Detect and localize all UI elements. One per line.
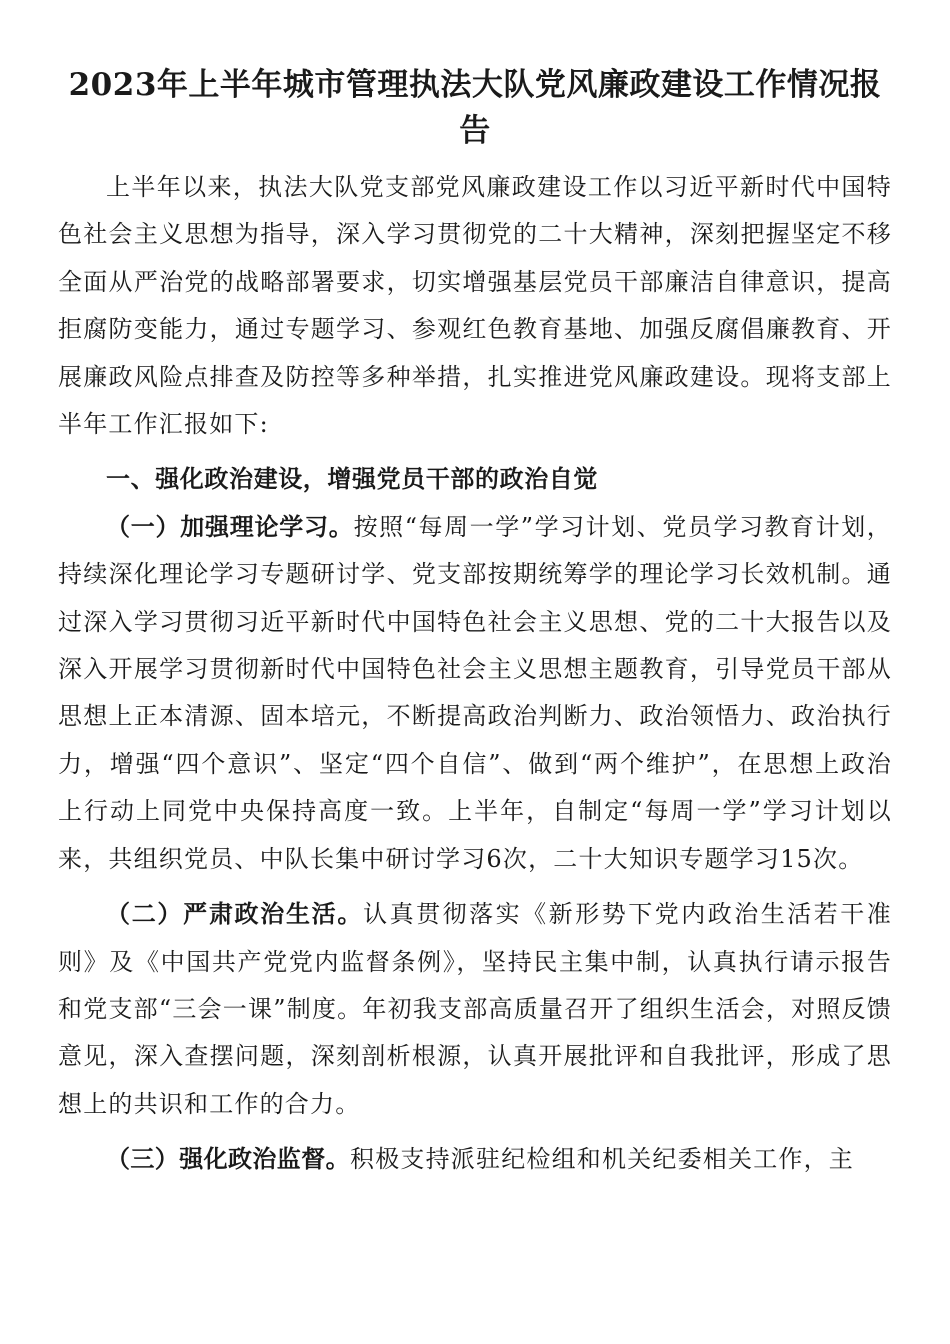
- subsection-lead: （一）加强理论学习。: [106, 512, 354, 541]
- document-title: 2023年上半年城市管理执法大队党风廉政建设工作情况报告: [68, 67, 882, 149]
- subsection-lead: （三）强化政治监督。: [106, 1145, 350, 1174]
- subsection-theory-study: [58, 504, 892, 883]
- subsection-political-life: [58, 891, 892, 1128]
- subsection-body: 积极支持派驻纪检组和机关纪委相关工作，主: [350, 1145, 854, 1174]
- subsection-lead: （二）严肃政治生活。: [106, 900, 364, 929]
- intro-paragraph: 上半年以来，执法大队党支部党风廉政建设工作以习近平新时代中国特色社会主义思想为指导，深入学习贯彻党的二十大精神，深刻把握坚定不移全面从严治党的战略部署要求，切实增强基层党员干部廉洁自律意识，提高拒腐防变能力，通过专题学习、参观红色教育基地、加强反腐倡廉教育、开展廉政风险点排查及防控等多种举措，扎实推进党风廉政建设。现将支部上半年工作汇报如下:: [58, 173, 892, 439]
- document-page: [58, 62, 892, 1184]
- subsection-body: 按照“每周一学”学习计划、党员学习教育计划，持续深化理论学习专题研讨学、党支部按期统筹学的理论学习长效机制。通过深入学习贯彻习近平新时代中国特色社会主义思想、党的二十大报告以及深入开展学习贯彻新时代中国特色社会主义思想主题教育，引导党员干部从思想上正本清源、固本培元，不断提高政治判断力、政治领悟力、政治执行力，增强“四个意识”、坚定“四个自信”、做到“两个维护”，在思想上政治上行动上同党中央保持高度一致。上半年，自制定“每周一学”学习计划以来，共组织党员、中队长集中研讨学习6次，二十大知识专题学习15次。: [58, 512, 893, 873]
- subsection-political-supervision: [58, 1136, 892, 1183]
- subsection-body: 认真贯彻落实《新形势下党内政治生活若干准则》及《中国共产党党内监督条例》，坚持民主集中制，认真执行请示报告和党支部“三会一课”制度。年初我支部高质量召开了组织生活会，对照反馈意见，深入查摆问题，深刻剖析根源，认真开展批评和自我批评，形成了思想上的共识和工作的合力。: [58, 900, 893, 1118]
- section-heading: 一、强化政治建设，增强党员干部的政治自觉: [106, 465, 598, 494]
